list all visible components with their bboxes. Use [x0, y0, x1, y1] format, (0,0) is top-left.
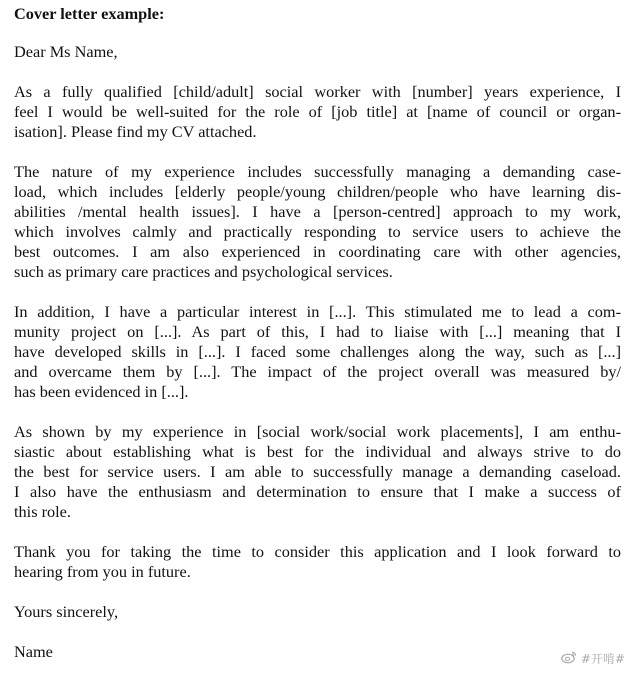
paragraph-line: siastic about establishing what is best for the individual and always strive to do — [14, 442, 621, 461]
paragraph-line: Thank you for taking the time to consider this application and I look forward to — [14, 542, 621, 561]
paragraph-line: In addition, I have a particular interest in [...]. This stimulated me to lead a com- — [14, 302, 621, 321]
watermark-text: #开啃# — [580, 652, 625, 666]
paragraph-2 — [14, 162, 621, 282]
paragraph-line: this role. — [14, 502, 71, 521]
watermark — [561, 650, 625, 667]
paragraph-line: I also have the enthusiasm and determination to ensure that I make a success of — [14, 482, 621, 501]
paragraph-line: best outcomes. I am also experienced in coordinating care with other agencies, — [14, 242, 621, 261]
paragraph-line: As a fully qualified [child/adult] social worker with [number] years experience, I — [14, 82, 621, 101]
paragraph-line: has been evidenced in [...]. — [14, 382, 189, 401]
paragraph-4 — [14, 422, 621, 522]
paragraph-line: have developed skills in [...]. I faced some challenges along the way, such as [...] — [14, 342, 621, 361]
salutation: Dear Ms Name, — [14, 42, 118, 61]
paragraph-3 — [14, 302, 621, 402]
paragraph-line: and overcame them by [...]. The impact of the project overall was measured by/ — [14, 362, 621, 381]
paragraph-line: the best for service users. I am able to successfully manage a demanding caseload. — [14, 462, 621, 481]
weibo-logo-icon — [561, 650, 577, 667]
paragraph-line: which involves calmly and practically responding to service users to achieve the — [14, 222, 621, 241]
document-title: Cover letter example: — [14, 4, 165, 23]
paragraph-line: hearing from you in future. — [14, 562, 191, 581]
paragraph-1 — [14, 82, 621, 142]
paragraph-gap — [14, 622, 621, 642]
paragraph-gap — [14, 282, 621, 302]
paragraph-line: The nature of my experience includes successfully managing a demanding case- — [14, 162, 621, 181]
paragraph-gap — [14, 402, 621, 422]
paragraph-line: feel I would be well-suited for the role of [job title] at [name of council or organ- — [14, 102, 621, 121]
paragraph-gap — [14, 522, 621, 542]
cover-letter-document — [14, 4, 621, 662]
paragraph-line: load, which includes [elderly people/young children/people who have learning dis- — [14, 182, 621, 201]
paragraph-line: isation]. Please find my CV attached. — [14, 122, 257, 141]
paragraph-gap — [14, 62, 621, 82]
paragraph-line: such as primary care practices and psychological services. — [14, 262, 393, 281]
paragraph-line: As shown by my experience in [social work/social work placements], I am enthu- — [14, 422, 621, 441]
paragraph-gap — [14, 142, 621, 162]
paragraph-gap — [14, 582, 621, 602]
paragraph-5 — [14, 542, 621, 582]
paragraph-line: abilities /mental health issues]. I have a [person-centred] approach to my work, — [14, 202, 621, 221]
paragraph-line: munity project on [...]. As part of this, I had to liaise with [...] meaning that I — [14, 322, 621, 341]
closing: Yours sincerely, — [14, 602, 119, 621]
signature: Name — [14, 642, 53, 661]
